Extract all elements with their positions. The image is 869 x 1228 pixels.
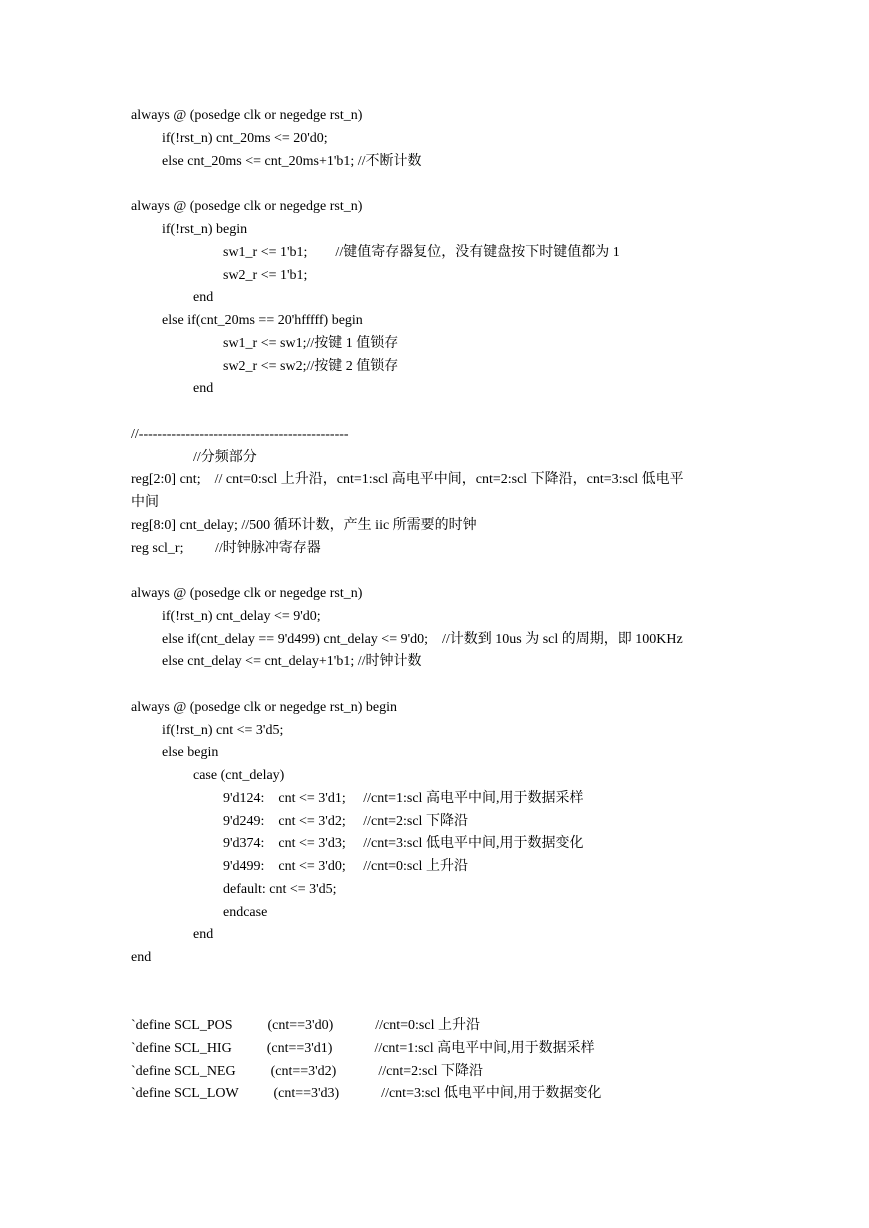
code-line: `define SCL_POS (cnt==3'd0) //cnt=0:scl 上升沿 [131,1018,480,1033]
code-line: //分频部分 [193,450,257,465]
code-line: always @ (posedge clk or negedge rst_n) [131,199,363,214]
code-line: case (cnt_delay) [193,768,285,783]
code-line: `define SCL_HIG (cnt==3'd1) //cnt=1:scl 高电平中间,用于数据采样 [131,1041,595,1056]
code-line: 9'd374: cnt <= 3'd3; //cnt=3:scl 低电平中间,用于数据变化 [223,836,584,851]
code-line: if(!rst_n) begin [162,222,248,237]
code-line: endcase [223,905,268,920]
code-line: else if(cnt_delay == 9'd499) cnt_delay <= 9'd0; //计数到 10us 为 scl 的周期，即 100KHz [162,632,683,647]
code-line: sw2_r <= 1'b1; [223,268,308,283]
code-line: end [131,950,152,965]
code-line: always @ (posedge clk or negedge rst_n) begin [131,700,397,715]
code-line: `define SCL_LOW (cnt==3'd3) //cnt=3:scl 低电平中间,用于数据变化 [131,1086,602,1101]
code-line: else begin [162,745,219,760]
code-line: if(!rst_n) cnt <= 3'd5; [162,723,284,738]
code-line: end [193,290,214,305]
code-line: else if(cnt_20ms == 20'hfffff) begin [162,313,363,328]
code-line: sw2_r <= sw2;//按键 2 值锁存 [223,359,399,374]
code-line: if(!rst_n) cnt_20ms <= 20'd0; [162,131,328,146]
code-line: sw1_r <= 1'b1; //键值寄存器复位，没有键盘按下时键值都为 1 [223,245,620,260]
code-line: //--------------------------------------------- [131,427,349,442]
code-line: if(!rst_n) cnt_delay <= 9'd0; [162,609,321,624]
code-line: 中间 [131,495,159,510]
code-line: end [193,927,214,942]
code-line: else cnt_20ms <= cnt_20ms+1'b1; //不断计数 [162,154,422,169]
code-line: end [193,381,214,396]
code-line: 9'd124: cnt <= 3'd1; //cnt=1:scl 高电平中间,用于数据采样 [223,791,584,806]
code-line: reg[8:0] cnt_delay; //500 循环计数，产生 iic 所需要的时钟 [131,518,477,533]
code-line: 9'd249: cnt <= 3'd2; //cnt=2:scl 下降沿 [223,814,468,829]
code-line: `define SCL_NEG (cnt==3'd2) //cnt=2:scl 下降沿 [131,1064,484,1079]
code-line: sw1_r <= sw1;//按键 1 值锁存 [223,336,399,351]
code-line: reg[2:0] cnt; // cnt=0:scl 上升沿，cnt=1:scl 高电平中间，cnt=2:scl 下降沿，cnt=3:scl 低电平 [131,472,684,487]
code-line: else cnt_delay <= cnt_delay+1'b1; //时钟计数 [162,654,422,669]
code-line: 9'd499: cnt <= 3'd0; //cnt=0:scl 上升沿 [223,859,468,874]
code-line: always @ (posedge clk or negedge rst_n) [131,586,363,601]
code-line: always @ (posedge clk or negedge rst_n) [131,108,363,123]
code-line: reg scl_r; //时钟脉冲寄存器 [131,541,321,556]
code-line: default: cnt <= 3'd5; [223,882,337,897]
